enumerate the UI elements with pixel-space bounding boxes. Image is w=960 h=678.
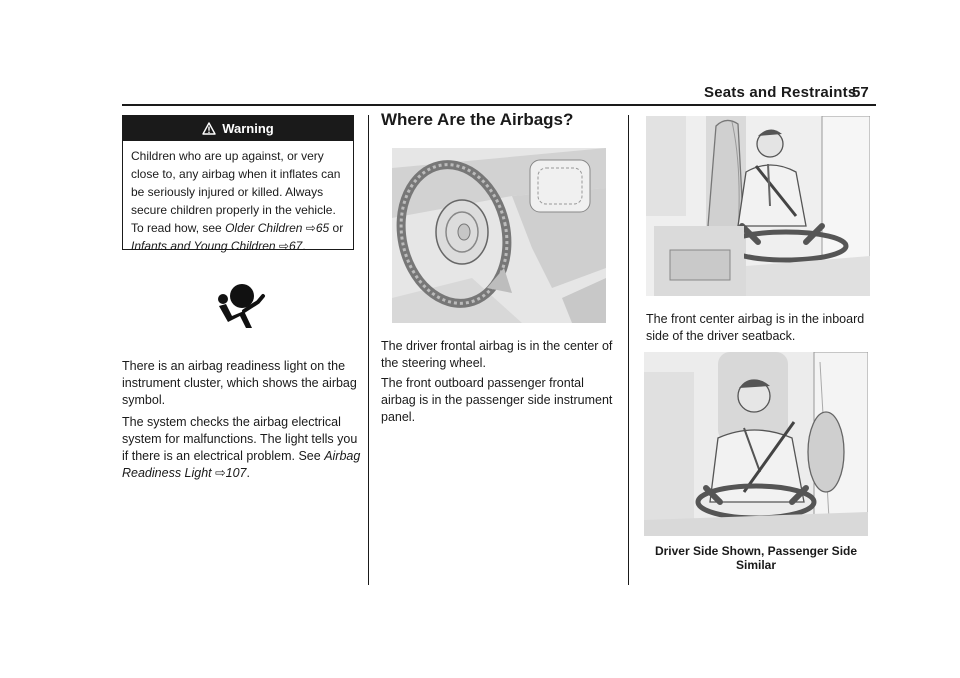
airbag-readiness-light-link[interactable]: Airbag Readiness Light	[122, 449, 361, 480]
system-check-paragraph: The system checks the airbag electrical system for malfunctions. The light tells you if there is an electrical problem. See Airbag Readiness Light ⇨107.	[122, 415, 361, 480]
warning-text: Children who are up against, or very close to, any airbag when it inflates can be seriously injured or killed. Always secure children properly in the vehicle. To read how, see Older Children ⇨65 or Infants and Young Children ⇨67.	[131, 149, 344, 253]
center-airbag-paragraph: The front center airbag is in the inboard side of the driver seatback.	[646, 312, 865, 343]
driver-airbag-paragraph: The driver frontal airbag is in the center of the steering wheel.	[381, 339, 613, 370]
side-airbag-illustration	[644, 352, 868, 536]
header-rule	[122, 104, 876, 106]
passenger-airbag-paragraph: The front outboard passenger frontal airbag is in the passenger side instrument panel.	[381, 376, 613, 424]
readiness-light-paragraph: There is an airbag readiness light on the instrument cluster, which shows the airbag symbol.	[122, 359, 357, 407]
warning-ref-infants[interactable]: Infants and Young Children	[131, 239, 276, 253]
column-divider-left	[368, 115, 369, 585]
section-heading: Where Are the Airbags?	[381, 110, 574, 129]
warning-triangle-icon	[202, 122, 216, 135]
running-header-title: Seats and Restraints	[704, 84, 857, 101]
page-reference-arrow-icon: ⇨	[215, 466, 226, 480]
column-divider-right	[628, 115, 629, 585]
warning-box	[122, 115, 354, 253]
page-number: 57	[852, 84, 869, 101]
warning-title: Warning	[222, 121, 274, 136]
center-airbag-illustration	[646, 116, 870, 296]
page-reference-arrow-icon: ⇨	[305, 221, 316, 235]
warning-ref-older-children[interactable]: Older Children	[225, 221, 303, 235]
airbag-readiness-icon	[214, 282, 266, 332]
warning-header	[123, 116, 353, 141]
figure-caption: Driver Side Shown, Passenger Side Similar	[654, 544, 858, 572]
page-reference-arrow-icon: ⇨	[278, 239, 289, 253]
steering-wheel-airbag-illustration	[392, 148, 606, 323]
